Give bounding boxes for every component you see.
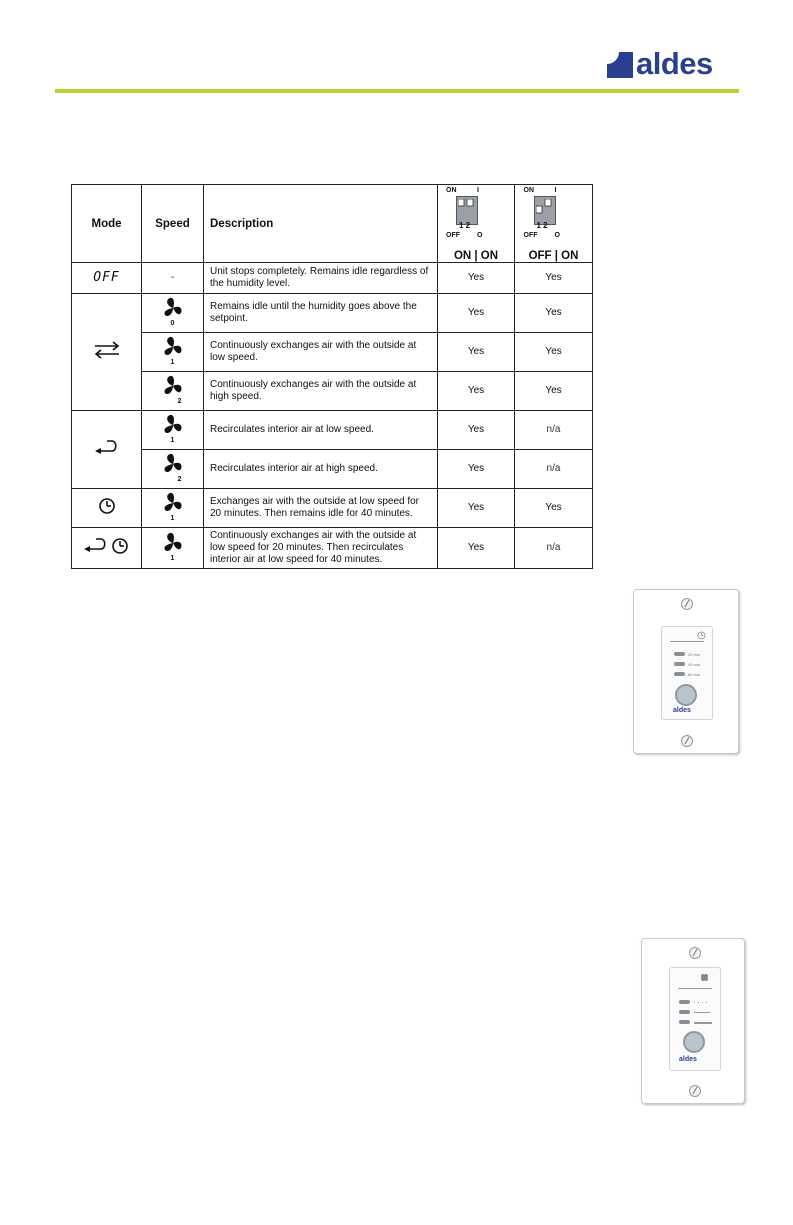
description-cell: Unit stops completely. Remains idle regardless of the humidity level. bbox=[204, 263, 438, 294]
on-on-cell: Yes bbox=[438, 333, 515, 372]
speed-cell bbox=[142, 294, 204, 333]
exchange-arrows-icon bbox=[93, 340, 121, 360]
mode-timer-cell bbox=[72, 489, 142, 528]
on-on-cell: Yes bbox=[438, 450, 515, 489]
speed-0-led bbox=[679, 1000, 690, 1004]
timer-40-label: 40 min. bbox=[688, 662, 702, 667]
aldes-logo-mark bbox=[607, 52, 633, 78]
speed-1-indicator bbox=[694, 1012, 710, 1013]
speed-cell bbox=[142, 450, 204, 489]
off-on-cell: Yes bbox=[515, 372, 593, 411]
timer-clock-icon bbox=[98, 497, 116, 515]
fan-speed-2-icon: 2 bbox=[161, 452, 185, 482]
speed-2-indicator bbox=[694, 1022, 712, 1024]
divider bbox=[670, 641, 704, 642]
mode-exchange-cell bbox=[72, 294, 142, 411]
speed-cell bbox=[142, 372, 204, 411]
control-brand-label: aldes bbox=[679, 1056, 697, 1063]
table-row bbox=[72, 372, 593, 411]
mode-recirculate-cell bbox=[72, 411, 142, 489]
table-row bbox=[72, 411, 593, 450]
timer-20-led bbox=[674, 652, 685, 656]
timer-20-label: 20 min. bbox=[688, 652, 702, 657]
fan-speed-1-icon: 1 bbox=[161, 413, 185, 443]
description-cell: Remains idle until the humidity goes above the setpoint. bbox=[204, 294, 438, 333]
description-cell: Continuously exchanges air with the outside at low speed for 20 minutes. Then recirculates interior air at low speed for 40 minutes. bbox=[204, 528, 438, 569]
table-row bbox=[72, 450, 593, 489]
timer-40-led bbox=[674, 662, 685, 666]
off-on-cell: n/a bbox=[515, 450, 593, 489]
bottom-screw-icon bbox=[681, 735, 693, 747]
off-on-label: OFF | ON bbox=[528, 250, 579, 262]
modes-table bbox=[71, 184, 593, 569]
aldes-logo bbox=[607, 46, 739, 81]
dip-switch-on-on-header bbox=[438, 185, 515, 263]
fan-icon bbox=[700, 973, 709, 982]
off-on-cell: Yes bbox=[515, 294, 593, 333]
recirculate-timer-icon bbox=[82, 536, 132, 556]
off-on-cell: n/a bbox=[515, 528, 593, 569]
off-on-cell: n/a bbox=[515, 411, 593, 450]
mode-recirculate-timer-cell bbox=[72, 528, 142, 569]
description-header: Description bbox=[204, 185, 438, 263]
recirculate-arrow-icon bbox=[93, 438, 121, 458]
mode-off-cell bbox=[72, 263, 142, 294]
off-display-icon: OFF bbox=[93, 269, 120, 285]
top-screw-icon bbox=[689, 947, 701, 959]
on-on-label: ON | ON bbox=[453, 250, 499, 262]
speed-cell bbox=[142, 333, 204, 372]
fan-speed-1-icon: 1 bbox=[161, 491, 185, 521]
speed-1-led bbox=[679, 1010, 690, 1014]
speed-cell: - bbox=[142, 263, 204, 294]
off-on-cell: Yes bbox=[515, 489, 593, 528]
bottom-screw-icon bbox=[689, 1085, 701, 1097]
on-on-cell: Yes bbox=[438, 294, 515, 333]
speed-2-led bbox=[679, 1020, 690, 1024]
speed-wall-control bbox=[641, 938, 745, 1104]
speed-push-button[interactable] bbox=[683, 1031, 705, 1053]
description-cell: Recirculates interior air at low speed. bbox=[204, 411, 438, 450]
off-on-cell: Yes bbox=[515, 263, 593, 294]
table-row bbox=[72, 333, 593, 372]
off-on-cell: Yes bbox=[515, 333, 593, 372]
table-row bbox=[72, 294, 593, 333]
control-panel bbox=[669, 967, 721, 1071]
timer-push-button[interactable] bbox=[675, 684, 697, 706]
table-row bbox=[72, 489, 593, 528]
description-cell: Continuously exchanges air with the outside at low speed. bbox=[204, 333, 438, 372]
timer-60-label: 60 min. bbox=[688, 672, 702, 677]
divider bbox=[678, 988, 712, 989]
table-row bbox=[72, 528, 593, 569]
dip-switch-on-on-icon: ON I 1 2 OFF O bbox=[446, 187, 483, 239]
on-on-cell: Yes bbox=[438, 263, 515, 294]
description-cell: Continuously exchanges air with the outside at high speed. bbox=[204, 372, 438, 411]
fan-speed-1-icon: 1 bbox=[161, 531, 185, 561]
on-on-cell: Yes bbox=[438, 489, 515, 528]
dip-switch-off-on-icon: ON I 1 2 OFF O bbox=[523, 187, 560, 239]
speed-cell bbox=[142, 528, 204, 569]
on-on-cell: Yes bbox=[438, 528, 515, 569]
fan-speed-2-icon: 2 bbox=[161, 374, 185, 404]
aldes-logo-text: aldes bbox=[636, 46, 713, 81]
fan-speed-1-icon: 1 bbox=[161, 335, 185, 365]
top-screw-icon bbox=[681, 598, 693, 610]
timer-wall-control bbox=[633, 589, 739, 754]
speed-0-indicator bbox=[694, 1002, 710, 1003]
mode-header: Mode bbox=[72, 185, 142, 263]
header-rule bbox=[55, 89, 739, 93]
description-cell: Exchanges air with the outside at low speed for 20 minutes. Then remains idle for 40 minutes. bbox=[204, 489, 438, 528]
timer-60-led bbox=[674, 672, 685, 676]
table-row bbox=[72, 263, 593, 294]
control-brand-label: aldes bbox=[673, 707, 691, 714]
control-panel bbox=[661, 626, 713, 720]
speed-header: Speed bbox=[142, 185, 204, 263]
timer-clock-icon bbox=[697, 631, 706, 640]
speed-cell bbox=[142, 411, 204, 450]
fan-speed-0-icon: 0 bbox=[161, 296, 185, 326]
table-header-row bbox=[72, 185, 593, 263]
on-on-cell: Yes bbox=[438, 372, 515, 411]
speed-cell bbox=[142, 489, 204, 528]
dip-switch-off-on-header bbox=[515, 185, 593, 263]
on-on-cell: Yes bbox=[438, 411, 515, 450]
description-cell: Recirculates interior air at high speed. bbox=[204, 450, 438, 489]
